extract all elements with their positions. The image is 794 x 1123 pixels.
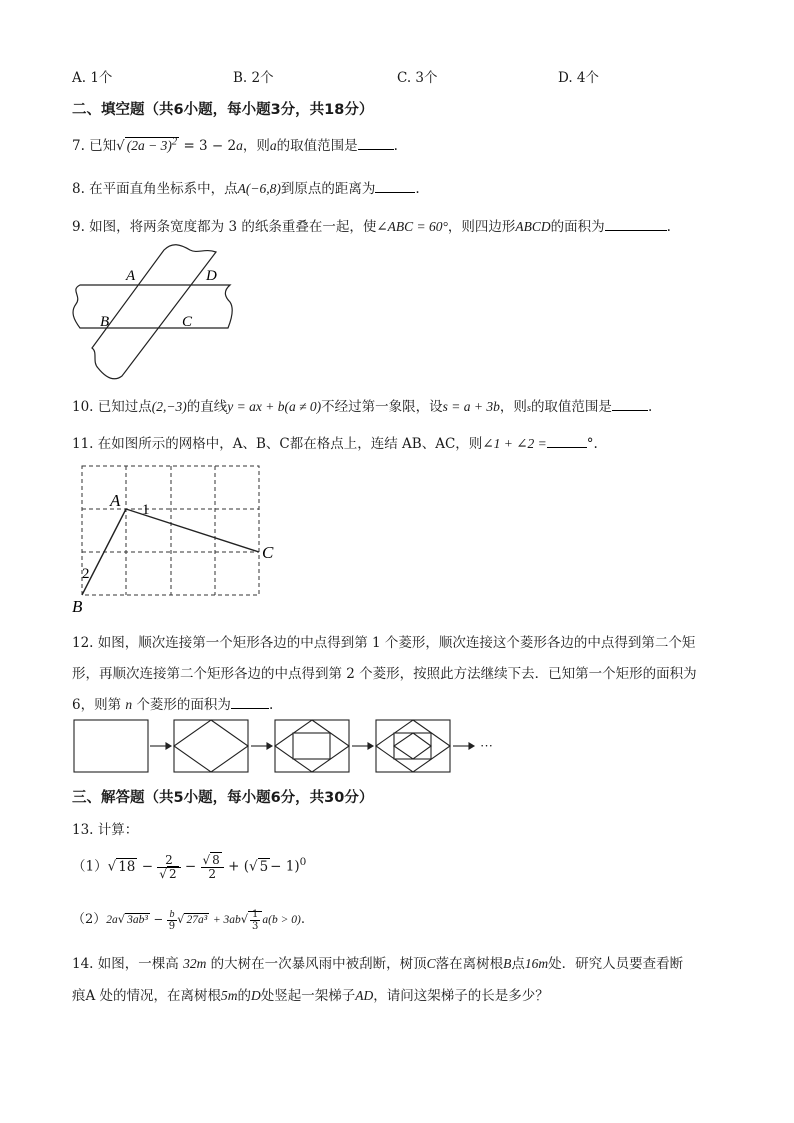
q12-figure <box>70 716 510 776</box>
rectangle-4 <box>376 720 450 772</box>
q9-label-d: D <box>206 268 217 284</box>
q8-point: A(−6,8) <box>237 181 281 196</box>
q13-p2-tail: a(b > 0) <box>262 914 301 926</box>
q11-angles: ∠1 + ∠2 = <box>482 436 547 451</box>
q9-label-a: A <box>126 268 136 284</box>
q11-grid-figure <box>70 460 285 618</box>
q13-p2-plus: + 3ab <box>212 914 241 926</box>
q13-p2-sqrt2: 27a³ <box>186 914 208 926</box>
q11-label-2: 2 <box>82 566 90 582</box>
q11-end: °. <box>586 436 598 452</box>
q7-radical: √ $(2a - 3)^2$ <box>116 136 178 154</box>
q13-p2-frac2: $\frac{1}{3}$ <box>252 908 259 932</box>
q13-p1-tail: − 1) <box>270 858 300 875</box>
q10-blank <box>612 396 648 411</box>
q10-s: s <box>526 403 531 414</box>
q14-height: 32m <box>183 956 207 971</box>
question-14-line1 <box>72 952 683 972</box>
option-b: B. 2个 <box>233 70 274 86</box>
rectangle-2 <box>174 720 248 772</box>
q14-text2c: 处竖起一架梯子 <box>260 988 356 1004</box>
question-10 <box>72 395 652 415</box>
horizontal-strip <box>73 285 232 328</box>
section3-title: 三、解答题（共5小题，每小题6分，共30分） <box>72 790 374 806</box>
q13-p2-coef: 2a <box>106 914 118 926</box>
q9-angle: ∠ABC = 60° <box>376 219 448 234</box>
q7-end: . <box>393 138 398 154</box>
q12-ellipsis: ··· <box>480 738 493 753</box>
q13-p1-sqrt18: 18 <box>118 858 136 875</box>
q11-label-c: C <box>262 543 274 562</box>
q14-text2a: 痕A 处的情况，在离树根 <box>72 988 222 1004</box>
q11-label-a: A <box>110 491 121 510</box>
q13-p2-end: . <box>300 912 305 927</box>
q14-text2d: ，请问这架梯子的长是多少？ <box>373 988 549 1004</box>
option-d: D. 4个 <box>558 70 600 86</box>
question-13-part1: （1）√ 18 − $\frac{2}{√ 2}$ − $\frac{√ 8}{2}$ + (√ 5 − 1)$^0$ <box>72 852 307 881</box>
question-13-title: 13. 计算： <box>72 822 139 838</box>
q10-text4: ，则 <box>499 399 527 415</box>
q10-line: y = ax + b(a ≠ 0) <box>227 399 322 414</box>
q11-label-1: 1 <box>142 502 150 518</box>
q9-text3: 的面积为 <box>550 219 605 235</box>
q9-end: . <box>666 219 671 235</box>
q7-blank <box>358 135 394 150</box>
q9-label-c: C <box>182 314 193 330</box>
q13-p2-frac1: $\frac{b}{9}$ <box>168 908 176 932</box>
q13-p2-minus: − <box>153 912 164 926</box>
q12-text3b: 个菱形的面积为 <box>136 697 231 713</box>
q10-text2: 的直线 <box>186 399 228 415</box>
q13-p1-frac1: $\frac{2}{√ 2}$ <box>157 854 180 881</box>
question-14-line2 <box>72 984 549 1004</box>
q14-text2b: 的 <box>237 988 252 1004</box>
option-c: C. 3个 <box>397 70 438 86</box>
q14-d: D <box>251 988 261 1003</box>
q13-p1-exp: 0 <box>299 856 307 868</box>
q13-p1-plus: + ( <box>228 858 249 875</box>
slanted-strip <box>92 245 216 379</box>
q7-var-a: a <box>236 138 243 153</box>
question-12-line1: 12. 如图，顺次连接第一个矩形各边的中点得到第 1 个菱形，顺次连接这个菱形各边的中点得到第二个矩 <box>72 635 696 651</box>
q13-p2-label: （2） <box>72 912 107 927</box>
q9-text2: ，则四边形 <box>447 219 516 235</box>
q7-var-a2: a <box>269 138 277 153</box>
q10-s-def: s = a + 3b <box>442 399 500 414</box>
question-7 <box>72 134 398 154</box>
q14-ad: AD <box>355 988 374 1003</box>
q10-num: 10. 已知过点 <box>72 399 152 415</box>
q14-dist5: 5m <box>221 988 238 1003</box>
q7-text3: 的取值范围是 <box>276 138 358 154</box>
question-12-line3 <box>72 693 273 713</box>
q13-p1-minus2: − <box>184 858 197 875</box>
q10-text3: 不经过第一象限，设 <box>321 399 443 415</box>
q9-text: 9. 如图，将两条宽度都为 3 的纸条重叠在一起，使 <box>72 219 377 235</box>
rectangle-1 <box>74 720 148 772</box>
q12-text3a: 6，则第 <box>72 697 122 713</box>
q13-p1-sqrt5: 5 <box>259 858 269 875</box>
q8-blank <box>375 178 415 193</box>
q11-blank <box>547 433 587 448</box>
q7-text2: ，则 <box>242 138 270 154</box>
q13-p1-frac2: $\frac{√ 8}{2}$ <box>201 854 224 881</box>
q14-c: C <box>426 956 436 971</box>
grid-lines <box>82 466 259 595</box>
q14-text1d: 点 <box>511 956 525 972</box>
q8-text2: 到原点的距离为 <box>280 181 376 197</box>
q14-dist16: 16m <box>524 956 549 971</box>
q12-end: . <box>268 697 274 713</box>
q13-p1-minus1: − <box>141 858 153 875</box>
q11-label-b: B <box>72 597 83 616</box>
q11-text: 11. 在如图所示的网格中，A、B、C都在格点上，连结 AB、AC，则 <box>72 436 483 452</box>
question-8 <box>72 177 420 197</box>
q13-p2-sqrt1: 3ab³ <box>127 914 148 926</box>
q12-n: n <box>125 697 133 712</box>
question-11 <box>72 432 598 452</box>
q8-end: . <box>415 181 420 197</box>
q7-num: 7. 已知 <box>72 138 117 154</box>
q10-point: (2,−3) <box>151 399 187 414</box>
question-13-part2: （2）2a√ 3ab³ − $\frac{b}{9}$ √ 27a³ + 3ab√ $\frac{1}{3}$ a(b > 0). <box>72 908 305 932</box>
q14-b: B <box>503 956 512 971</box>
q9-figure <box>68 240 238 386</box>
q12-blank <box>231 694 269 709</box>
q8-text: 8. 在平面直角坐标系中，点 <box>72 181 238 197</box>
q14-text1a: 14. 如图，一棵高 <box>72 956 179 972</box>
q10-end: . <box>647 399 653 415</box>
section2-title: 二、填空题（共6小题，每小题3分，共18分） <box>72 102 374 118</box>
q9-quad: ABCD <box>515 219 551 234</box>
question-9 <box>72 215 671 235</box>
q10-text5: 的取值范围是 <box>530 399 612 415</box>
q13-p1-label: （1） <box>72 858 108 875</box>
q14-text1b: 的大树在一次暴风雨中被刮断，树顶 <box>210 956 427 972</box>
question-12-line2: 形，再顺次连接第二个矩形各边的中点得到第 2 个菱形，按照此方法继续下去．已知第一个矩形的面积为 <box>72 666 697 682</box>
option-a: A. 1个 <box>72 70 113 86</box>
q9-blank <box>605 216 667 231</box>
q14-text1e: 处．研究人员要查看断 <box>548 956 684 972</box>
rectangle-3 <box>275 720 349 772</box>
q9-label-b: B <box>100 314 110 330</box>
rhombus-1 <box>174 720 248 772</box>
q14-text1c: 落在离树根 <box>435 956 504 972</box>
q7-eq: = 3 − 2 <box>183 138 237 154</box>
